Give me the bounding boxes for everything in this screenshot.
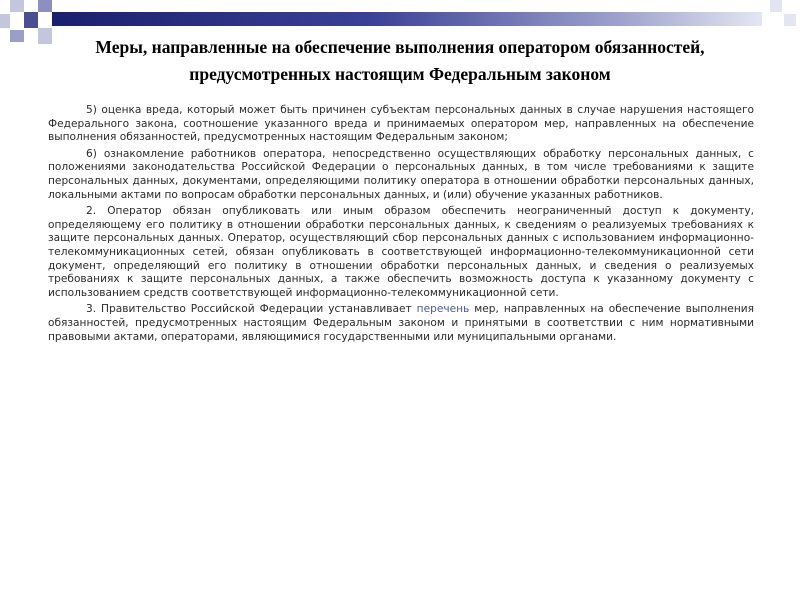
- paragraph-section-2: 2. Оператор обязан опубликовать или иным образом обеспечить неограниченный доступ к документу, определяющему его политику в отношении обработки персональных данных, к сведениям о реализуемых требованиях к защите персональных данных. Оператор, осуществляющий сбор персональных данных с использованием информационно-телекоммуникационных сетей, обязан опубликовать в соответствующей информационно-телекоммуникационной сети документ, определяющий его политику в отношении обработки персональных данных, и сведения о реализуемых требованиях к защите персональных данных, а также обеспечить возможность доступа к указанному документу с использованием средств соответствующей информационно-телекоммуникационной сети.: [48, 205, 754, 299]
- paragraph-item-6: 6) ознакомление работников оператора, непосредственно осуществляющих обработку персональных данных, с положениями законодательства Российской Федерации о персональных данных, в том числе требованиями к защите персональных данных, документами, определяющими политику оператора в отношении обработки персональных данных, локальными актами по вопросам обработки персональных данных, и (или) обучение указанных работников.: [48, 147, 754, 201]
- decorative-square: [784, 14, 796, 26]
- decorative-square: [10, 0, 24, 12]
- perechen-link[interactable]: перечень: [416, 303, 470, 316]
- decorative-square: [770, 0, 782, 12]
- decorative-square: [10, 30, 24, 42]
- decorative-square: [24, 12, 38, 28]
- paragraph-section-3: [48, 303, 754, 344]
- slide-body: [48, 104, 754, 347]
- header-gradient-bar: [52, 12, 762, 26]
- decorative-square: [0, 14, 10, 28]
- paragraph-item-5: 5) оценка вреда, который может быть причинен субъектам персональных данных в случае нарушения настоящего Федерального закона, соотношение указанного вреда и принимаемых оператором мер, направленных на обеспечение выполнения обязанностей, предусмотренных настоящим Федеральным законом;: [48, 104, 754, 144]
- decorative-square: [38, 0, 52, 12]
- paragraph-text-before-link: 3. Правительство Российской Федерации устанавливает: [86, 303, 417, 316]
- paragraph-text-after-link: мер, направленных на обеспечение выполнения обязанностей, предусмотренных настоящим Федеральным законом и принятыми в соответствии с ним нормативными правовыми актами, операторами, являющимися государственными или муниципальными органами.: [48, 303, 754, 343]
- slide-title: Меры, направленные на обеспечение выполнения оператором обязанностей, предусмотренных настоящим Федеральным законом: [95, 37, 705, 84]
